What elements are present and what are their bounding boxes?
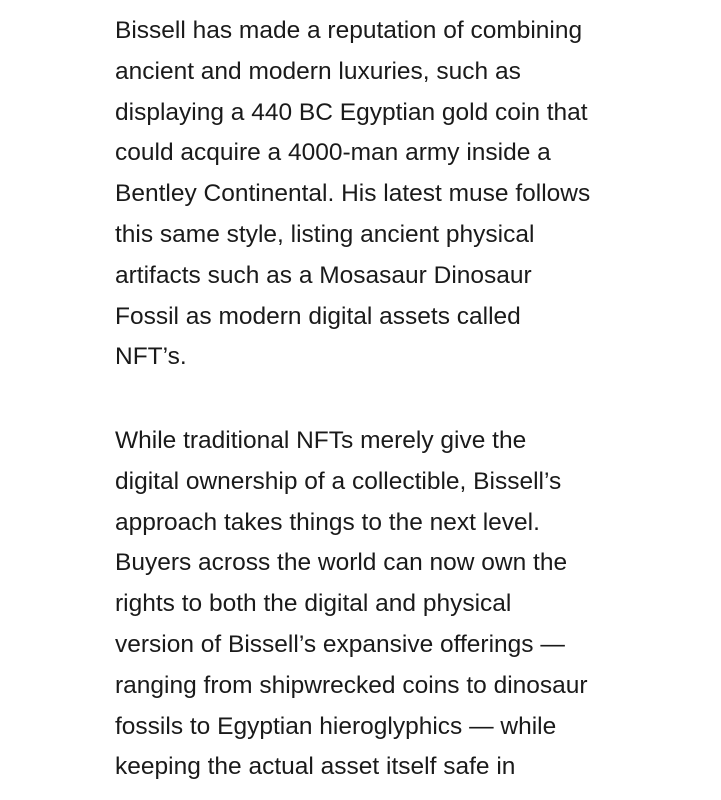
- text-line: version of Bissell’s expansive offerings —: [115, 630, 565, 658]
- text-line: displaying a 440 BC Egyptian gold coin that: [115, 98, 588, 126]
- text-line: approach takes things to the next level.: [115, 508, 540, 536]
- text-line: ancient and modern luxuries, such as: [115, 57, 521, 85]
- text-line: Fossil as modern digital assets called: [115, 302, 521, 330]
- text-line: rights to both the digital and physical: [115, 590, 512, 618]
- text-line: Bissell has made a reputation of combining: [115, 17, 583, 44]
- paragraph-1: [115, 11, 635, 378]
- text-line: fossils to Egyptian hieroglyphics — while: [115, 712, 557, 740]
- text-line: Bentley Continental. His latest muse follows: [115, 180, 591, 208]
- text-line: ranging from shipwrecked coins to dinosaur: [115, 671, 588, 699]
- text-line: Buyers across the world can now own the: [115, 549, 568, 577]
- paragraph-2: [115, 421, 635, 788]
- text-line: While traditional NFTs merely give the: [115, 427, 527, 454]
- text-line: digital ownership of a collectible, Bissell’s: [115, 467, 562, 495]
- text-line: artifacts such as a Mosasaur Dinosaur: [115, 261, 532, 289]
- text-line: could acquire a 4000-man army inside a: [115, 139, 551, 167]
- text-line: this same style, listing ancient physical: [115, 220, 535, 248]
- text-line: keeping the actual asset itself safe in: [115, 753, 516, 781]
- text-line: NFT’s.: [115, 343, 187, 371]
